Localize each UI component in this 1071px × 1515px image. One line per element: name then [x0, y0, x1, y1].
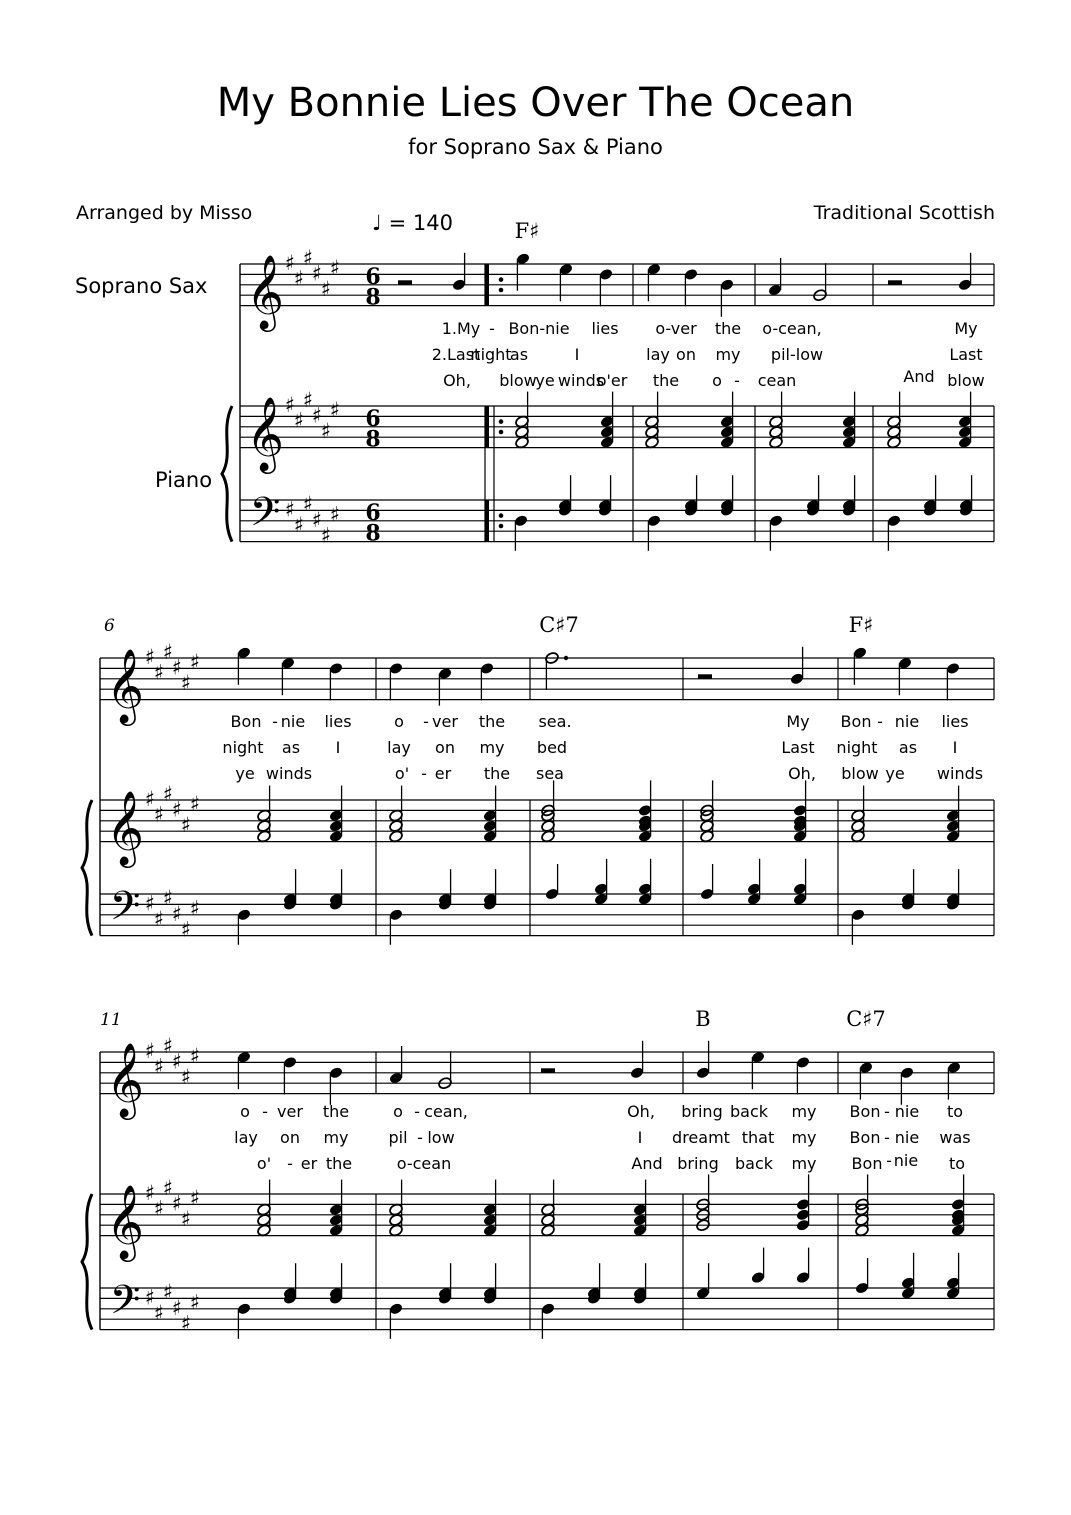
lyric-syllable: 2.Last [431, 345, 481, 364]
lyric-syllable: - [421, 764, 427, 783]
time-signature-top: 6 [365, 499, 381, 526]
lyric-syllable: nie [894, 1102, 920, 1121]
lyric-syllable: Oh, [443, 371, 471, 390]
lyric-syllable: Bon [230, 712, 262, 731]
lyric-syllable: My [786, 712, 810, 731]
time-signature-top: 6 [365, 263, 381, 290]
sharp-sign: ♯ [284, 497, 296, 522]
piano-brace [82, 1194, 92, 1330]
lyric-syllable: back [729, 1102, 769, 1121]
lyric-syllable: the [322, 1102, 350, 1121]
sharp-sign: ♯ [162, 639, 174, 664]
sharp-sign: ♯ [162, 781, 174, 806]
sharp-sign: ♯ [284, 393, 296, 417]
lyric-syllable: - [262, 1102, 268, 1121]
repeat-dot [499, 288, 504, 293]
lyric-syllable: I [637, 1128, 643, 1147]
lyric-syllable: to [946, 1102, 964, 1121]
sharp-sign: ♯ [162, 1175, 174, 1200]
bass-clef-icon: 𝄢 [109, 1277, 141, 1334]
lyric-syllable: - [417, 1128, 423, 1147]
lyric-syllable: ver [277, 1102, 303, 1121]
lyric-syllable: Oh, [627, 1102, 655, 1121]
lyric-syllable: Bon-nie [508, 319, 570, 338]
lyric-syllable: bed [536, 738, 568, 757]
sharp-sign: ♯ [144, 787, 156, 811]
lyric-syllable: er [434, 764, 452, 783]
instrument-label-sax: Soprano Sax [75, 274, 208, 298]
chord-symbol: B [695, 1007, 711, 1031]
sharp-sign: ♯ [180, 1065, 192, 1089]
lyric-syllable: the [478, 712, 506, 731]
sharp-sign: ♯ [311, 261, 323, 286]
lyric-syllable: night [470, 345, 512, 364]
lyric-syllable: was [939, 1128, 971, 1147]
time-signature-bottom: 8 [365, 284, 381, 311]
sharp-sign: ♯ [153, 907, 165, 931]
lyric-syllable: the [483, 764, 511, 783]
sharp-sign: ♯ [180, 1311, 192, 1336]
lyric-syllable: night [222, 738, 264, 757]
repeat-thick-bar [485, 500, 489, 542]
lyric-syllable: winds [265, 764, 313, 783]
treble-clef-icon: 𝄞 [106, 649, 144, 724]
lyric-syllable: o-ver [655, 319, 697, 338]
sharp-sign: ♯ [329, 256, 341, 281]
sharp-sign: ♯ [171, 1295, 183, 1320]
lyric-syllable: - [877, 712, 883, 731]
sharp-sign: ♯ [144, 645, 156, 669]
piano-brace [222, 406, 232, 542]
lyric-syllable: Last [949, 345, 983, 364]
sharp-sign: ♯ [329, 398, 341, 423]
lyric-syllable: winds [557, 371, 605, 390]
sharp-sign: ♯ [189, 1044, 201, 1069]
treble-clef-icon: 𝄞 [106, 1043, 144, 1118]
sharp-sign: ♯ [144, 891, 156, 916]
lyric-syllable: o [394, 712, 404, 731]
lyric-syllable: And [631, 1154, 663, 1173]
lyric-syllable: Bon [851, 1154, 883, 1173]
lyric-syllable: sea. [538, 712, 572, 731]
sharp-sign: ♯ [189, 1186, 201, 1211]
sharp-sign: ♯ [320, 277, 332, 301]
sharp-sign: ♯ [293, 513, 305, 537]
lyric-syllable: cean, [424, 1102, 468, 1121]
time-signature-bottom: 8 [365, 426, 381, 453]
sharp-sign: ♯ [189, 650, 201, 675]
lyric-syllable: Bon [840, 712, 872, 731]
lyric-syllable: - [884, 1102, 890, 1121]
lyric-syllable: I [952, 738, 958, 757]
sharp-sign: ♯ [320, 523, 332, 548]
repeat-thick-bar [485, 264, 489, 306]
sharp-sign: ♯ [153, 802, 165, 827]
lyric-syllable: blow [947, 371, 985, 390]
instrument-label-piano: Piano [155, 468, 213, 492]
sharp-sign: ♯ [311, 403, 323, 428]
sharp-sign: ♯ [171, 655, 183, 680]
sharp-sign: ♯ [293, 266, 305, 291]
lyric-syllable: er [300, 1154, 318, 1173]
lyric-syllable: cean [757, 371, 797, 390]
time-signature-top: 6 [365, 405, 381, 432]
lyric-syllable: ver [432, 712, 458, 731]
sharp-sign: ♯ [311, 507, 323, 532]
sharp-sign: ♯ [180, 1207, 192, 1231]
sharp-sign: ♯ [153, 660, 165, 685]
half-rest [888, 280, 902, 285]
sharp-sign: ♯ [189, 896, 201, 921]
lyric-syllable: I [335, 738, 341, 757]
half-rest [398, 280, 412, 285]
lyric-syllable: bring [677, 1154, 719, 1173]
chord-symbol: C♯7 [846, 1007, 886, 1031]
lyric-syllable: dreamt [672, 1128, 730, 1147]
sharp-sign: ♯ [171, 1191, 183, 1216]
lyric-syllable: lay [646, 345, 670, 364]
sharp-sign: ♯ [293, 408, 305, 433]
lyric-syllable: blow [841, 764, 879, 783]
lyric-syllable: nie [894, 1128, 920, 1147]
score-text [100, 219, 985, 1335]
lyric-syllable: o [393, 1102, 403, 1121]
lyric-syllable: my [791, 1128, 817, 1147]
time-signature-bottom: 8 [365, 520, 381, 547]
lyric-syllable: ye [885, 764, 905, 783]
chord-symbol: F♯ [514, 219, 540, 243]
lyric-syllable: lay [387, 738, 411, 757]
piano-brace [82, 800, 92, 936]
score-title: My Bonnie Lies Over The Ocean [216, 80, 855, 126]
lyric-syllable: o-cean, [762, 319, 822, 338]
lyric-syllable: o [240, 1102, 250, 1121]
half-rest [541, 1068, 555, 1073]
repeat-thick-bar [485, 406, 489, 448]
lyric-syllable: low [427, 1128, 455, 1147]
measure-number: 11 [100, 1010, 122, 1030]
sharp-sign: ♯ [189, 1290, 201, 1315]
half-rest [698, 674, 712, 679]
treble-clef-icon: 𝄞 [106, 1185, 144, 1260]
bass-clef-icon: 𝄢 [249, 489, 281, 546]
lyric-syllable: nie [893, 1151, 919, 1170]
notation [82, 252, 974, 1339]
lyric-syllable: bring [681, 1102, 723, 1121]
lyric-syllable: - [489, 319, 495, 338]
lyric-syllable: as [509, 345, 529, 364]
lyric-syllable: - [287, 1154, 293, 1173]
lyric-syllable: Last [781, 738, 815, 757]
lyric-syllable: back [734, 1154, 774, 1173]
treble-clef-icon: 𝄞 [246, 397, 284, 472]
lyric-syllable: I [574, 345, 580, 364]
lyric-syllable: my [791, 1154, 817, 1173]
sharp-sign: ♯ [180, 813, 192, 837]
lyric-syllable: Oh, [788, 764, 816, 783]
lyric-syllable: nie [894, 712, 920, 731]
lyric-syllable: o-cean [396, 1154, 452, 1173]
sharp-sign: ♯ [171, 901, 183, 926]
lyric-syllable: that [741, 1128, 775, 1147]
lyric-syllable: to [948, 1154, 966, 1173]
sharp-sign: ♯ [302, 387, 314, 412]
lyric-syllable: my [791, 1102, 817, 1121]
sharp-sign: ♯ [302, 492, 314, 517]
lyric-syllable: My [954, 319, 978, 338]
treble-clef-icon: 𝄞 [106, 791, 144, 866]
lyric-syllable: on [676, 345, 696, 364]
lyric-syllable: my [323, 1128, 349, 1147]
repeat-dot [499, 419, 504, 424]
sharp-sign: ♯ [329, 502, 341, 527]
lyric-syllable: Bon [849, 1128, 881, 1147]
sharp-sign: ♯ [153, 1054, 165, 1079]
sharp-sign: ♯ [302, 245, 314, 270]
sharp-sign: ♯ [162, 1033, 174, 1058]
lyric-syllable: winds [936, 764, 984, 783]
lyric-syllable: pil-low [770, 345, 824, 364]
measure-number: 6 [104, 616, 115, 636]
bass-clef-icon: 𝄢 [109, 883, 141, 940]
lyric-syllable: night [836, 738, 878, 757]
sharp-sign: ♯ [320, 419, 332, 443]
sharp-sign: ♯ [153, 1196, 165, 1221]
lyric-syllable: And [903, 367, 935, 386]
lyric-syllable: nie [280, 712, 306, 731]
arranger-credit: Arranged by Misso [76, 202, 253, 224]
lyric-syllable: ye [235, 764, 255, 783]
lyric-syllable: blow [499, 371, 537, 390]
lyric-syllable: the [714, 319, 742, 338]
lyric-syllable: my [715, 345, 741, 364]
lyric-syllable: on [280, 1128, 300, 1147]
sharp-sign: ♯ [144, 1039, 156, 1063]
score-subtitle: for Soprano Sax & Piano [408, 135, 663, 159]
dot [564, 656, 568, 660]
lyric-syllable: o' [394, 764, 410, 783]
lyric-syllable: lay [234, 1128, 258, 1147]
lyric-syllable: o [712, 371, 722, 390]
sharp-sign: ♯ [153, 1301, 165, 1325]
sharp-sign: ♯ [144, 1285, 156, 1310]
sharp-sign: ♯ [189, 792, 201, 817]
sharp-sign: ♯ [180, 917, 192, 942]
sharp-sign: ♯ [284, 251, 296, 275]
lyric-syllable: as [281, 738, 301, 757]
lyric-syllable: - [884, 1128, 890, 1147]
repeat-dot [499, 524, 504, 529]
sharp-sign: ♯ [171, 1049, 183, 1074]
lyric-syllable: lies [941, 712, 969, 731]
lyric-syllable: - [734, 371, 740, 390]
sharp-sign: ♯ [162, 886, 174, 911]
lyric-syllable: as [898, 738, 918, 757]
sharp-sign: ♯ [171, 797, 183, 822]
repeat-dot [499, 513, 504, 518]
lyric-syllable: on [435, 738, 455, 757]
sharp-sign: ♯ [144, 1181, 156, 1205]
lyric-syllable: o'er [596, 371, 628, 390]
lyric-syllable: - [414, 1102, 420, 1121]
lyric-syllable: Bon [849, 1102, 881, 1121]
lyric-syllable: pil [388, 1128, 408, 1147]
lyric-syllable: - [423, 712, 429, 731]
lyric-syllable: - [886, 1151, 892, 1170]
composer-credit: Traditional Scottish [813, 202, 995, 224]
lyric-syllable: ye [535, 371, 555, 390]
sharp-sign: ♯ [162, 1280, 174, 1305]
tempo-marking: ♩ = 140 [372, 211, 453, 235]
lyric-syllable: the [325, 1154, 353, 1173]
lyric-syllable: sea [536, 764, 564, 783]
lyric-syllable: my [479, 738, 505, 757]
lyric-syllable: lies [591, 319, 619, 338]
lyric-syllable: the [652, 371, 680, 390]
sharp-sign: ♯ [180, 671, 192, 695]
treble-clef-icon: 𝄞 [246, 255, 284, 330]
lyric-syllable: lies [324, 712, 352, 731]
repeat-dot [499, 430, 504, 435]
repeat-dot [499, 277, 504, 282]
chord-symbol: F♯ [848, 613, 874, 637]
chord-symbol: C♯7 [539, 613, 579, 637]
lyric-syllable: - [272, 712, 278, 731]
lyric-syllable: 1.My [441, 319, 481, 338]
lyric-syllable: o' [256, 1154, 272, 1173]
